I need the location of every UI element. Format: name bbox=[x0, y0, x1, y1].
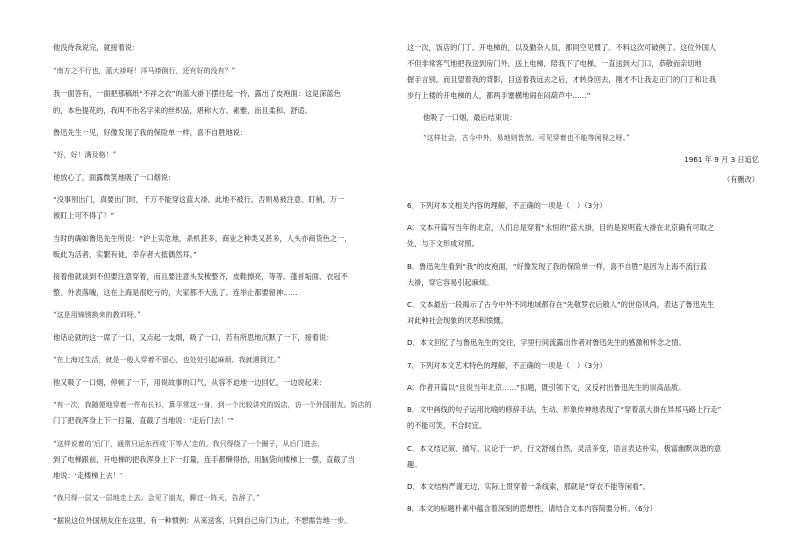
question-8: 8．本文的标题朴素中蕴含着深刻的思想性，请结合文本内容简要分析。（6分） bbox=[407, 504, 657, 513]
option-line: D．本文结构严谨无边，实际上贯穿着一条线索，那就是“穿衣不能等闲看”。 bbox=[407, 482, 650, 491]
option-line: C．文本最后一段揭示了古今中外不同地域都存在“先敬罗衣后敬人”的世俗风尚，表达了鲁迅先生 bbox=[407, 300, 715, 309]
option-line: D．本文回忆了与鲁迅先生的交往，字里行间流露出作者对鲁迅先生的感激和怀念之情。 bbox=[407, 338, 686, 347]
text-line: 贩此为活者，实繁有徒，幸存者大抵偶然耳。” bbox=[53, 250, 197, 259]
option-line: 趣。 bbox=[407, 460, 422, 469]
text-line: “据说这位外国朋友住在这里，有一种惯例：从来送客，只到自己房门为止，不想需告地一步。 bbox=[53, 516, 352, 525]
text-line: 我一面答有，一面把那稿纸“不祥之衣”的蓝大褂下摆往起一拎，露出了皮袍面：这是深蓝色 bbox=[53, 89, 341, 98]
text-line: 的，本色提花的，我叫不出名字来的丝织品，堪称大方、素雅，而且柔和、舒适。 bbox=[53, 106, 312, 115]
quote-line: “这样说着的‘后门’，通常只运东西或‘下等人’走的。我只得绕了一个圈子，从后门进去， bbox=[53, 440, 325, 448]
quote-line: “在上海过生活，就是一般人穿着不留心，也处处引起麻烦。我就遇到过。” bbox=[53, 356, 281, 364]
question-7: 7．下列对本文艺术特色的理解，不正确的一项是（ ）（3分） bbox=[407, 361, 607, 370]
quote-line: “有一次，我随便地穿着一件布长衫，算平常这一身，到一个比较讲究的饭店，访一个外国朋友。饭店的 bbox=[53, 401, 372, 409]
question-6: 6．下列对本文相关内容的理解，不正确的一项是（ ）（3分） bbox=[407, 201, 607, 210]
text-line: 鲁迅先生一见，好像发现了我的保险单一样，喜不自胜地说： bbox=[53, 128, 248, 137]
quote-line: “好，好！满及格！” bbox=[53, 151, 117, 159]
text-line: 接着他就谈到不但要注意穿着，而且要注意头发梳整齐，皮鞋擦亮，等等。蓬首垢面、衣冠不 bbox=[53, 272, 348, 281]
option-line: A．作者开篇以“且说当年北京……”扣题，既引领下文，又反衬出鲁迅先生的崇高品质。 bbox=[407, 383, 686, 392]
text-line: “没事别出门，真要出门时，千万不能穿这蓝大褂。此地不被行。否则易被注意、盯梢，万一 bbox=[53, 195, 345, 204]
text-line: 他放心了，面露微笑地吸了一口烟说： bbox=[53, 173, 176, 182]
option-line: C．本文结记叙、描写、议论于一炉，行文舒缓自然，灵活多变，语言表达朴实，极富幽默诙谐的意 bbox=[407, 444, 722, 453]
text-line: 握手言别，而且望着我的背影，目送着我远去之后，才转身回去，刚才不让我走正门的门丁和让我 bbox=[407, 75, 717, 84]
quote-line: “南方之不行也，蓝大褂呀！洋马褂倒行，还有好的没有？” bbox=[53, 67, 236, 75]
text-line: 这一次，饭店的门丁、开电梯的，以及勤杂人员，都同空见惯了。不料这次可破例了。这位外国人 bbox=[407, 43, 717, 52]
text-line: 他又吸了一口烟，停顿了一下，用说故事的口气，从容不迫地一边回忆，一边说起来： bbox=[53, 378, 327, 387]
text-line: 他吸了一口烟，最后结束说： bbox=[423, 113, 517, 122]
edit-note: （有删改） bbox=[723, 175, 759, 184]
text-line: 他话论就的这一席了一口，又点起一支烟，吸了一口，若有所思地沉默了一下，接着说： bbox=[53, 333, 334, 342]
option-line: 处，与下文形成对照。 bbox=[407, 239, 479, 248]
quote-line: “我只得一层又一层地走上去。会见了朋友，聊过一阵天，告辞了。” bbox=[53, 494, 260, 502]
text-line: 当时的确如鲁迅先生所说：“沪上实危地，杀机甚多，商业之种类又甚多，人头亦商货色之一， bbox=[53, 234, 352, 243]
option-line: B．文中画线的句子运用比喻的修辞手法，生动、形象传神地表现了“穿着蓝大褂在异邦马路上行走” bbox=[407, 405, 722, 414]
option-line: 的不能可笑，不合时宜。 bbox=[407, 421, 487, 430]
text-line: 到了电梯跟前，开电梯的把我浑身上下一打量，连手都懒得抬，用脑袋向楼梯上一摆，直截了当 bbox=[53, 455, 355, 464]
option-line: A．文本开篇写当年的北京，人们总是穿着“永恒的”蓝大褂，目的是说明蓝大褂在北京确有可取之 bbox=[407, 223, 715, 232]
text-line: 被盯上可不得了！” bbox=[53, 211, 115, 220]
option-line: 大褂，穿它容易引起麻烦。 bbox=[407, 278, 494, 287]
text-line: 整、外表落魄，这在上海是很吃亏的，大家都不大乱了。连举止都要留神…… bbox=[53, 288, 298, 297]
date-line: 1961 年 9 月 3 日追忆 bbox=[684, 155, 759, 164]
text-line: 门丁把我浑身上下一打量，直截了当地说：‘走后门去！’” bbox=[53, 416, 234, 425]
option-line: B．鲁迅先生看到“我”的皮袍面，“好像发现了我的保险单一样，喜不自胜”是因为上海不流行蓝 bbox=[407, 262, 708, 271]
option-line: 对此种社会现象的厌恶和愤慨。 bbox=[407, 316, 508, 325]
text-line: 地说：‘走楼梯上去！’ bbox=[53, 471, 123, 480]
text-line: 他没待我说完，就接着说： bbox=[53, 43, 140, 52]
quote-line: “这是用锦锈换来的教训呀。” bbox=[53, 311, 141, 319]
text-line: 步行上楼的开电梯的人，都两手塞横地闹在闷葫芦中……” bbox=[407, 91, 591, 100]
quote-line: “这样社会，古今中外，易地则皆然。可见穿着也不能等闲视之呀。” bbox=[423, 134, 630, 142]
text-line: 不但非常客气地把我送到房门外，送上电梯，陪我下了电梯，一直送到大门口，恭敬而亲切地 bbox=[407, 59, 702, 68]
